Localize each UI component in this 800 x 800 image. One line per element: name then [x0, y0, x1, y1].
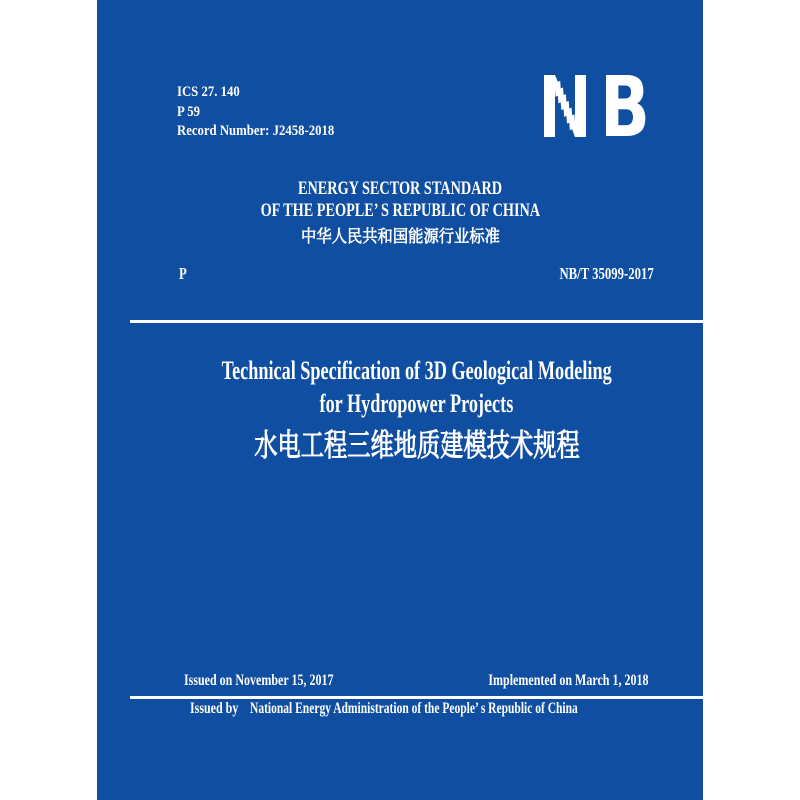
divider-top: [130, 320, 703, 323]
issuing-organization: National Energy Administration of the People’ s Republic of China: [250, 700, 579, 717]
title-en-line2: for Hydropower Projects: [319, 389, 514, 418]
class-code-line: [177, 103, 362, 123]
implemented-date: Implemented on March 1, 2018: [487, 672, 648, 689]
standard-name-cn-row: [97, 225, 703, 249]
class-letter: P: [179, 264, 187, 283]
standard-name-line1-row: [97, 178, 703, 200]
standard-name-line2: OF THE PEOPLE’ S REPUBLIC OF CHINA: [260, 200, 540, 221]
issued-date-row: [184, 671, 383, 691]
record-number-line: [177, 122, 362, 142]
classification-block: [177, 83, 362, 142]
title-chinese: 水电工程三维地质建模技术规程: [253, 428, 580, 463]
standard-name-line2-row: [97, 200, 703, 222]
nb-logo: [544, 75, 650, 137]
standard-name-chinese: 中华人民共和国能源行业标准: [300, 227, 500, 246]
standard-code-row: [528, 263, 654, 285]
standard-name-line1: ENERGY SECTOR STANDARD: [297, 178, 503, 199]
ics-code: ICS 27. 140: [177, 84, 240, 100]
title-en-line1-row: [130, 354, 703, 387]
nb-logo-n-shape: [544, 75, 586, 137]
standard-code: NB/T 35099-2017: [559, 264, 654, 283]
issued-date: Issued on November 15, 2017: [184, 672, 334, 689]
record-number: Record Number: J2458-2018: [177, 123, 335, 139]
svg-text:B: B: [600, 75, 650, 137]
issued-by-label: Issued by: [190, 700, 239, 717]
title-en-line1: Technical Specification of 3D Geological Modeling: [221, 356, 612, 385]
class-letter-row: [179, 263, 189, 285]
issued-by-row: [190, 699, 703, 719]
title-cn-row: [130, 428, 703, 464]
title-en-line2-row: [130, 387, 703, 420]
standard-name-block: [97, 178, 703, 249]
title-block: [130, 354, 703, 464]
class-code: P 59: [177, 103, 201, 120]
nb-logo-b-glyph: [600, 75, 650, 137]
ics-line: [177, 83, 362, 103]
implemented-date-row: [435, 671, 648, 691]
cover-panel: [97, 0, 703, 800]
